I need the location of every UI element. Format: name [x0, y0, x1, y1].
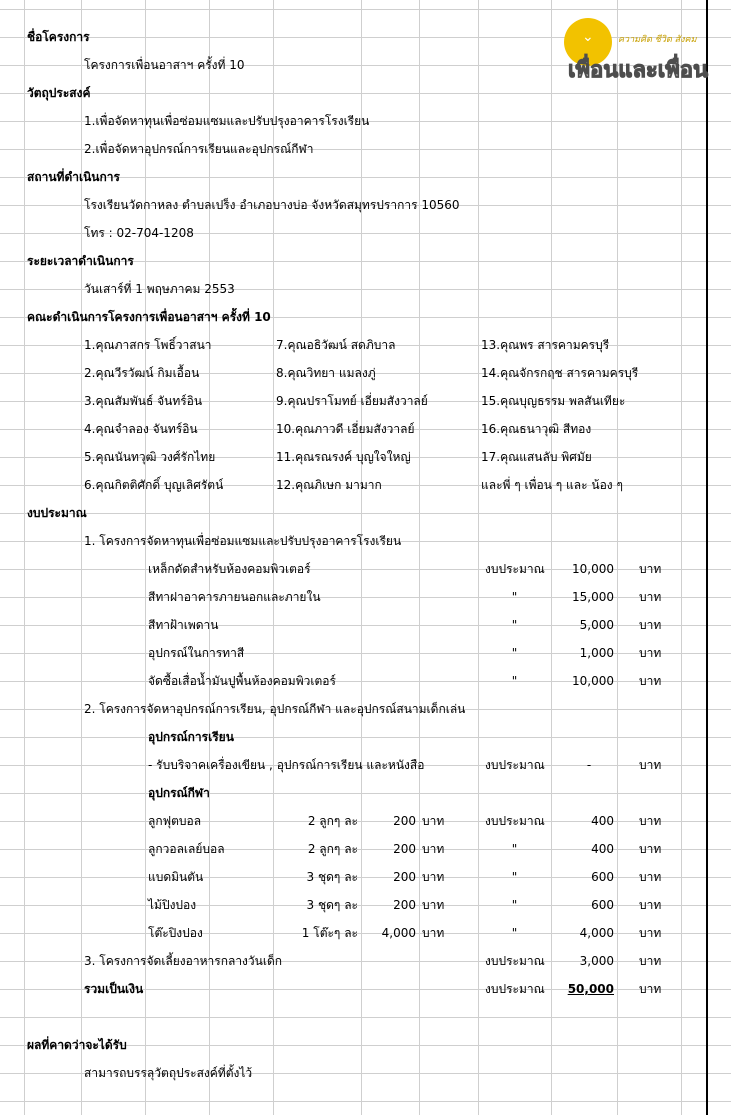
committee-member: 11.คุณรณรงค์ บุญใจใหญ่ — [276, 450, 411, 464]
budget-unit: บาท — [639, 758, 662, 772]
sports-item: ลูกฟุตบอล — [148, 814, 202, 828]
budget-project-title: 3. โครงการจัดเลี้ยงอาหารกลางวันเด็ก — [84, 954, 283, 968]
budget-project-title: 2. โครงการจัดหาอุปกรณ์การเรียน, อุปกรณ์กีฬา และอุปกรณ์สนามเด็กเล่น — [84, 702, 466, 716]
committee-member: 6.คุณกิตติศักดิ์ บุญเลิศรัตน์ — [84, 478, 224, 492]
sports-qty: 2 ลูกๆ ละ — [307, 842, 358, 856]
section-heading-budget: งบประมาณ — [27, 506, 87, 520]
budget-item: สีทาฝ้าเพดาน — [148, 618, 219, 632]
section-heading-project-name: ชื่อโครงการ — [27, 30, 90, 44]
budget-amount: 3,000 — [579, 954, 614, 968]
section-heading-location: สถานที่ดำเนินการ — [27, 170, 120, 184]
budget-label: งบประมาณ — [485, 758, 545, 772]
budget-unit: บาท — [639, 982, 662, 996]
committee-member: 14.คุณจักรกฤช สารคามครบุรี — [481, 366, 639, 380]
committee-member: 5.คุณนันทวุฒิ วงศ์รักไทย — [84, 450, 216, 464]
budget-unit: บาท — [639, 618, 662, 632]
budget-unit: บาท — [639, 870, 662, 884]
budget-amount: - — [586, 758, 592, 772]
budget-amount: 5,000 — [579, 618, 614, 632]
budget-label: " — [511, 618, 518, 632]
committee-member: 3.คุณสัมพันธ์ จันทร์อิน — [84, 394, 203, 408]
section-heading-committee: คณะดำเนินการโครงการเพื่อนอาสาฯ ครั้งที่ 10 — [27, 310, 271, 324]
sports-price: 200 — [393, 870, 416, 884]
budget-item: - รับบริจาคเครื่องเขียน , อุปกรณ์การเรียน และหนังสือ — [148, 758, 425, 772]
sports-price: 200 — [393, 898, 416, 912]
sports-price: 4,000 — [381, 926, 416, 940]
objective-item: 1.เพื่อจัดหาทุนเพื่อซ่อมแซมและปรับปรุงอาคารโรงเรียน — [84, 114, 370, 128]
budget-label: " — [511, 674, 518, 688]
section-heading-expected: ผลที่คาดว่าจะได้รับ — [27, 1038, 127, 1052]
committee-member: 10.คุณภาวดี เอี่ยมสังวาลย์ — [276, 422, 415, 436]
committee-member: 8.คุณวิทยา แมลงภู่ — [276, 366, 376, 380]
budget-unit: บาท — [639, 590, 662, 604]
sports-qty: 3 ชุดๆ ละ — [306, 898, 358, 912]
budget-unit: บาท — [639, 814, 662, 828]
budget-unit: บาท — [639, 562, 662, 576]
committee-member: 17.คุณแสนลับ พิศมัย — [481, 450, 592, 464]
budget-subheading-study: อุปกรณ์การเรียน — [148, 730, 234, 744]
budget-subheading-sports: อุปกรณ์กีฬา — [148, 786, 210, 800]
budget-item: เหล็กดัดสำหรับห้องคอมพิวเตอร์ — [148, 562, 311, 576]
project-name: โครงการเพื่อนอาสาฯ ครั้งที่ 10 — [84, 58, 245, 72]
budget-unit: บาท — [639, 926, 662, 940]
budget-total-label: รวมเป็นเงิน — [84, 982, 144, 996]
page-border — [706, 0, 708, 1115]
sports-qty: 3 ชุดๆ ละ — [306, 870, 358, 884]
committee-member: 15.คุณบุญธรรม พลสันเทียะ — [481, 394, 626, 408]
committee-member: 13.คุณพร สารคามครบุรี — [481, 338, 610, 352]
budget-unit: บาท — [639, 954, 662, 968]
sports-price: 200 — [393, 814, 416, 828]
budget-item: จัดซื้อเสื่อน้ำมันปูพื้นห้องคอมพิวเตอร์ — [148, 674, 336, 688]
bird-icon: ⌄ — [582, 29, 594, 45]
logo-tagline: ความคิด ชีวิต สังคม — [618, 35, 697, 45]
budget-label: งบประมาณ — [485, 954, 545, 968]
sports-qty: 2 ลูกๆ ละ — [307, 814, 358, 828]
budget-label: " — [511, 590, 518, 604]
budget-amount: 10,000 — [572, 562, 614, 576]
budget-label: " — [511, 898, 518, 912]
budget-total-amount: 50,000 — [567, 982, 614, 996]
committee-member: 2.คุณวีรวัฒน์ กิมเอื้อน — [84, 366, 200, 380]
sports-item: ไม้ปิงปอง — [148, 898, 197, 912]
sports-price-unit: บาท — [422, 814, 445, 828]
sports-item: แบดมินตัน — [148, 870, 204, 884]
budget-unit: บาท — [639, 842, 662, 856]
sports-price-unit: บาท — [422, 870, 445, 884]
sports-item: โต๊ะปิงปอง — [148, 926, 203, 940]
budget-label: งบประมาณ — [485, 814, 545, 828]
budget-amount: 10,000 — [572, 674, 614, 688]
location-address: โรงเรียนวัดกาหลง ตำบลเปร็ง อำเภอบางบ่อ จังหวัดสมุทรปราการ 10560 — [84, 198, 460, 212]
budget-amount: 4,000 — [579, 926, 614, 940]
budget-amount: 400 — [591, 842, 614, 856]
location-phone: โทร : 02-704-1208 — [84, 226, 194, 240]
logo-wordmark: เพื่อนและเพื่อน — [568, 58, 709, 83]
committee-member: 7.คุณอธิวัฒน์ สดภิบาล — [276, 338, 396, 352]
budget-label: " — [511, 646, 518, 660]
sports-price-unit: บาท — [422, 842, 445, 856]
budget-unit: บาท — [639, 674, 662, 688]
committee-member: 12.คุณภิเษก มามาก — [276, 478, 382, 492]
budget-label: งบประมาณ — [485, 562, 545, 576]
section-heading-period: ระยะเวลาดำเนินการ — [27, 254, 134, 268]
committee-member: และพี่ ๆ เพื่อน ๆ และ น้อง ๆ — [481, 478, 623, 492]
logo — [560, 12, 709, 84]
committee-member: 16.คุณธนาวุฒิ สีทอง — [481, 422, 592, 436]
sports-item: ลูกวอลเลย์บอล — [148, 842, 225, 856]
committee-member: 1.คุณภาสกร โพธิ์วาสนา — [84, 338, 212, 352]
sports-price: 200 — [393, 842, 416, 856]
budget-item: สีทาฝาอาคารภายนอกและภายใน — [148, 590, 321, 604]
objective-item: 2.เพื่อจัดหาอุปกรณ์การเรียนและอุปกรณ์กีฬา — [84, 142, 314, 156]
budget-label: " — [511, 926, 518, 940]
budget-amount: 1,000 — [579, 646, 614, 660]
expected-result: สามารถบรรลุวัตถุประสงค์ที่ตั้งไว้ — [84, 1066, 253, 1080]
budget-unit: บาท — [639, 646, 662, 660]
budget-amount: 600 — [591, 898, 614, 912]
budget-amount: 600 — [591, 870, 614, 884]
section-heading-objectives: วัตถุประสงค์ — [27, 86, 91, 100]
budget-label: งบประมาณ — [485, 982, 545, 996]
budget-item: อุปกรณ์ในการทาสี — [148, 646, 245, 660]
budget-label: " — [511, 842, 518, 856]
budget-unit: บาท — [639, 898, 662, 912]
budget-amount: 400 — [591, 814, 614, 828]
period-date: วันเสาร์ที่ 1 พฤษภาคม 2553 — [84, 282, 235, 296]
budget-amount: 15,000 — [572, 590, 614, 604]
budget-project-title: 1. โครงการจัดหาทุนเพื่อซ่อมแซมและปรับปรุงอาคารโรงเรียน — [84, 534, 402, 548]
committee-member: 4.คุณจำลอง จันทร์อิน — [84, 422, 198, 436]
sports-qty: 1 โต๊ะๆ ละ — [301, 926, 358, 940]
budget-label: " — [511, 870, 518, 884]
sports-price-unit: บาท — [422, 898, 445, 912]
committee-member: 9.คุณปราโมทย์ เอี่ยมสังวาลย์ — [276, 394, 428, 408]
sports-price-unit: บาท — [422, 926, 445, 940]
